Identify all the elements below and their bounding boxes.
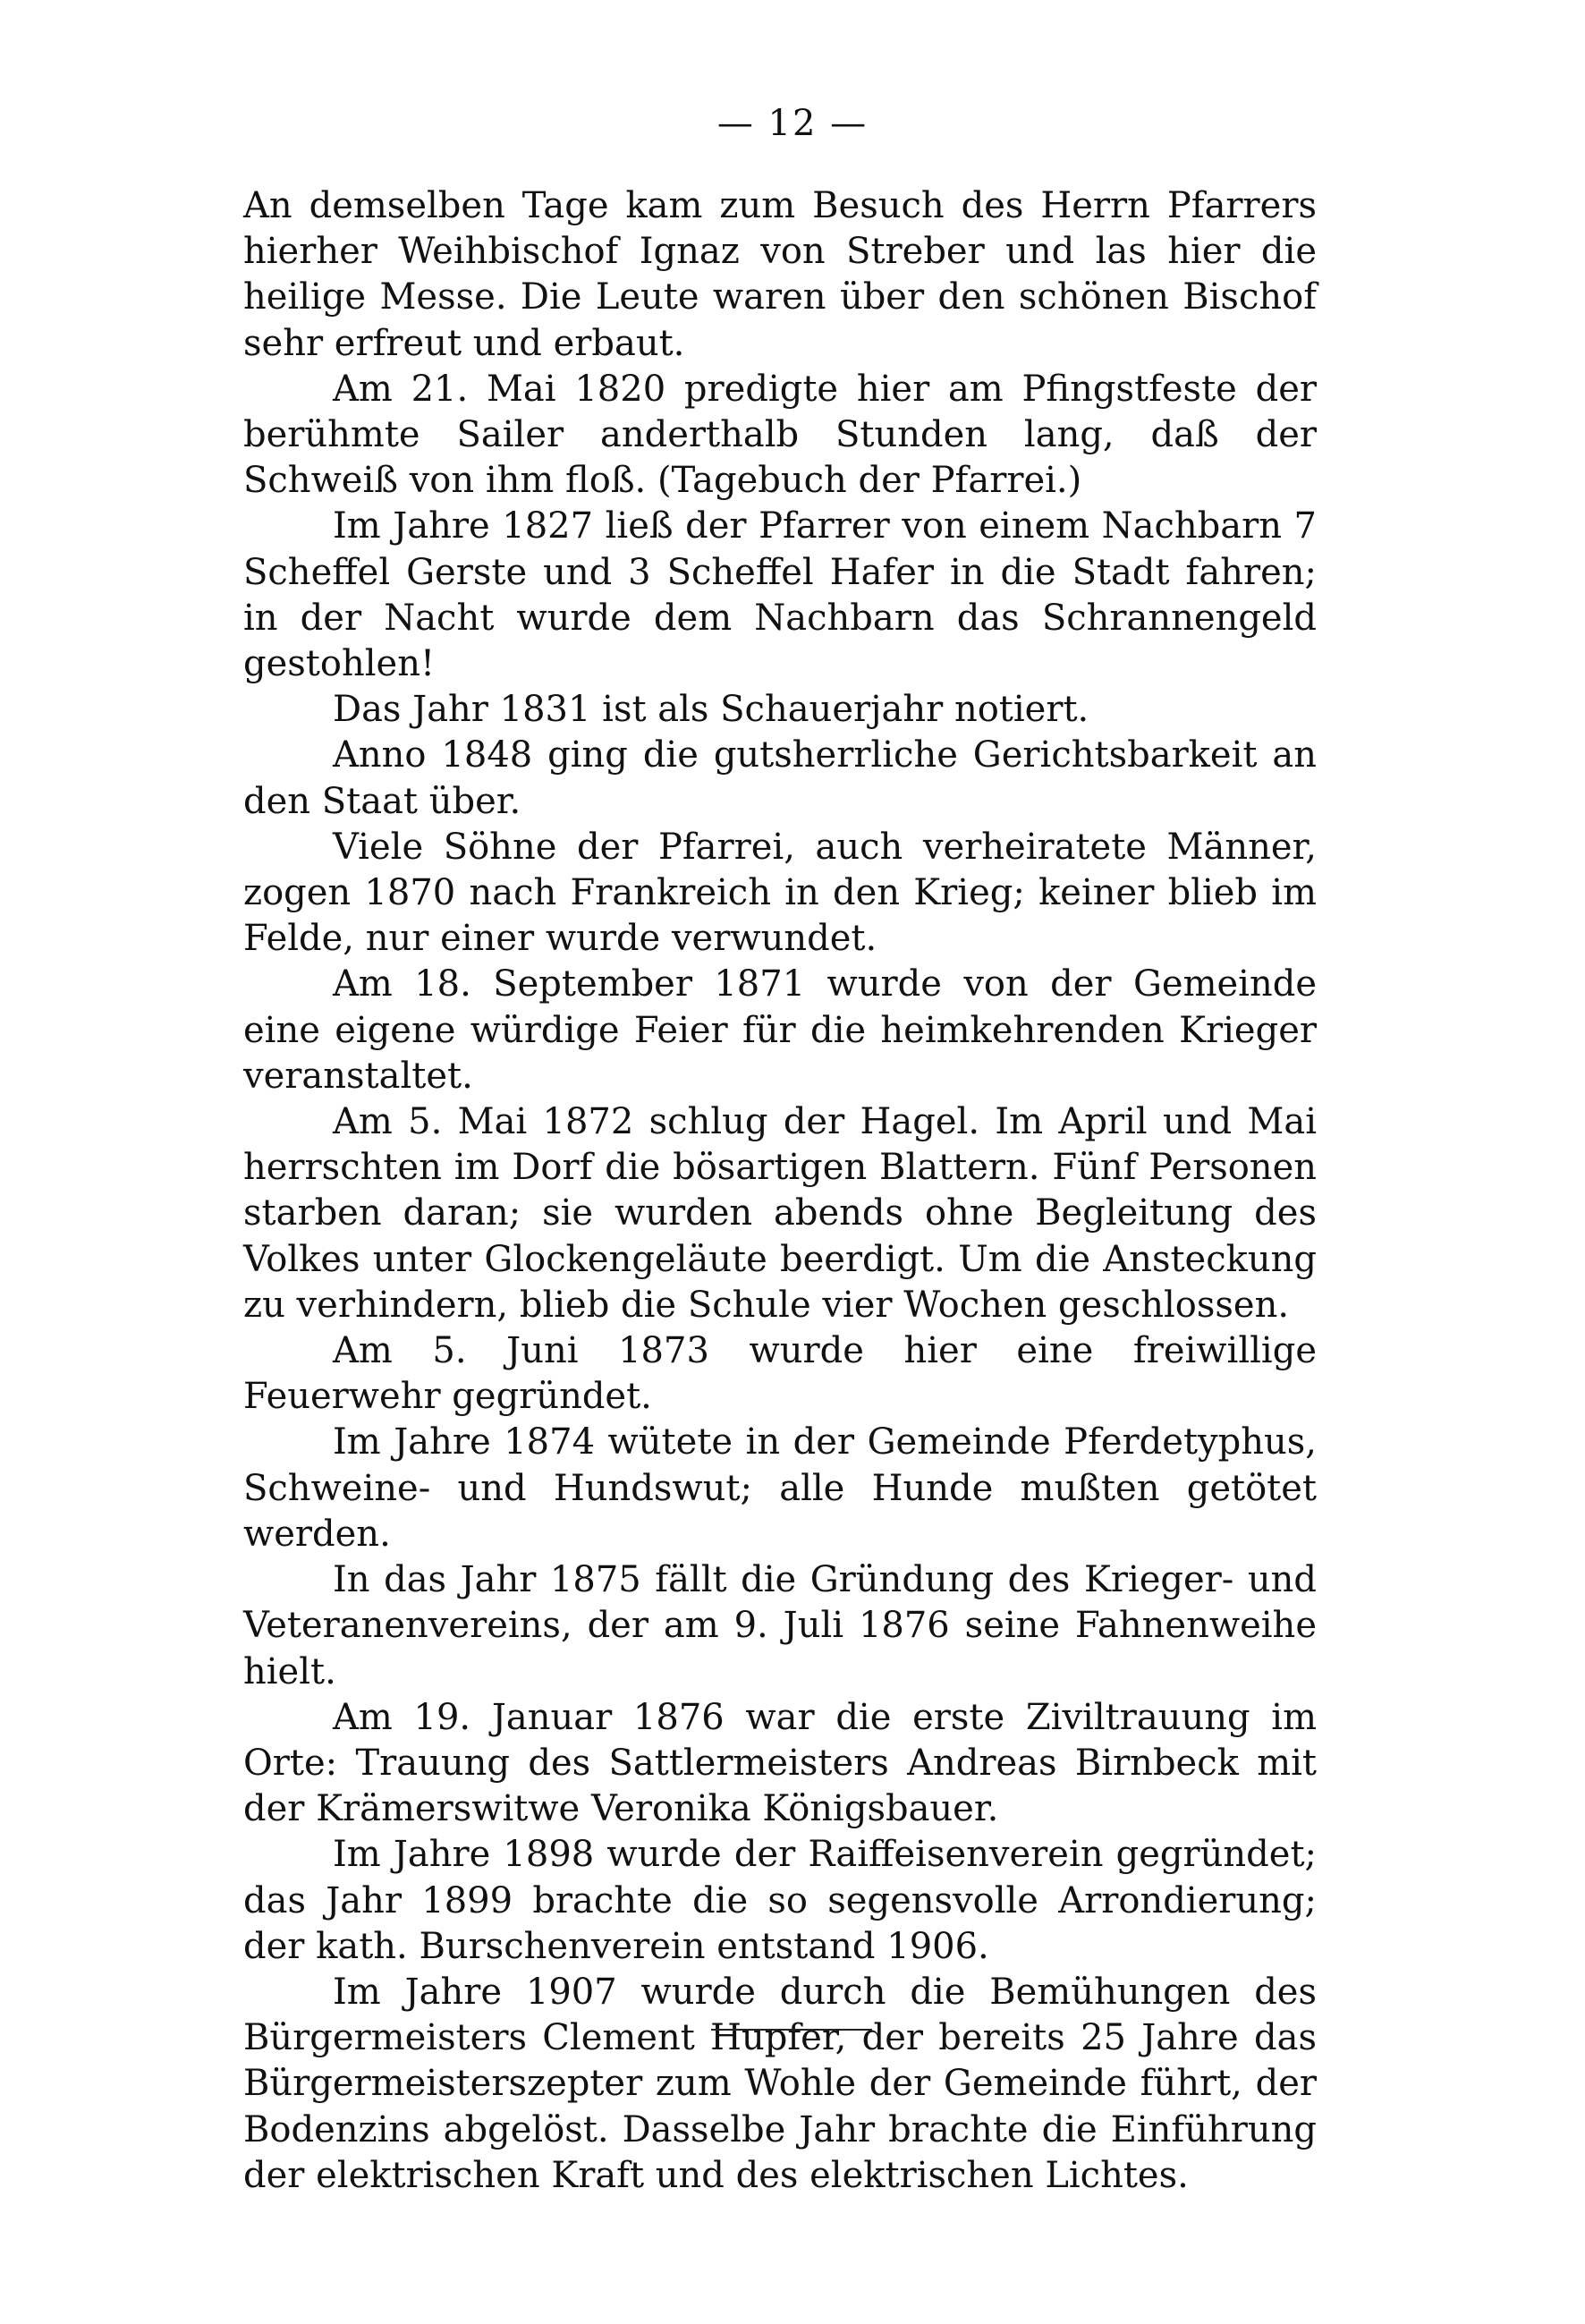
body-text xyxy=(243,183,1317,2199)
paragraph: Viele Söhne der Pfarrei, auch verheiratete Männer, zogen 1870 nach Frankreich in den Krieg; keiner blieb im Felde, nur einer wurde verwundet. xyxy=(243,826,1317,960)
paragraph: Am 5. Mai 1872 schlug der Hagel. Im April und Mai herrschten im Dorf die bösartigen Blattern. Fünf Personen starben daran; sie wurden abends ohne Begleitung des Volkes unter Glockengeläute beerdigt. Um die Ansteckung zu verhindern, blieb die Schule vier Wochen geschlossen. xyxy=(243,1101,1317,1326)
page-number: — 12 — xyxy=(716,103,869,144)
paragraph: Am 21. Mai 1820 predigte hier am Pfingstfeste der berühmte Sailer anderthalb Stunden lang, daß der Schweiß von ihm floß. (Tagebuch der Pfarrei.) xyxy=(243,368,1317,502)
paragraph: Am 18. September 1871 wurde von der Gemeinde eine eigene würdige Feier für die heimkehrenden Krieger veranstaltet. xyxy=(243,963,1317,1097)
paragraph: In das Jahr 1875 fällt die Gründung des Krieger- und Veteranenvereins, der am 9. Juli 1876 seine Fahnenweihe hielt. xyxy=(243,1559,1317,1692)
paragraph: Anno 1848 ging die gutsherrliche Gerichtsbarkeit an den Staat über. xyxy=(243,734,1317,822)
paragraph: Im Jahre 1874 wütete in der Gemeinde Pferdetyphus, Schweine- und Hundswut; alle Hunde mußten getötet werden. xyxy=(243,1421,1317,1555)
paragraph: Im Jahre 1907 wurde durch die Bemühungen des Bürgermeisters Clement Hupfer, der bereits 25 Jahre das Bürgermeisterszepter zum Wohle der Gemeinde führt, der Bodenzins abgelöst. Dasselbe Jahr brachte die Einführung der elektrischen Kraft und des elektrischen Lichtes. xyxy=(243,1971,1317,2196)
paragraph: Am 5. Juni 1873 wurde hier eine freiwillige Feuerwehr gegründet. xyxy=(243,1330,1317,1418)
paragraph: An demselben Tage kam zum Besuch des Herrn Pfarrers hierher Weihbischof Ignaz von Streber und las hier die heilige Messe. Die Leute waren über den schönen Bischof sehr erfreut und erbaut. xyxy=(243,185,1317,364)
paragraph: Am 19. Januar 1876 war die erste Ziviltrauung im Orte: Trauung des Sattlermeisters Andreas Birnbeck mit der Krämerswitwe Veronika Königsbauer. xyxy=(243,1696,1317,1830)
paragraph: Im Jahre 1898 wurde der Raiffeisenverein gegründet; das Jahr 1899 brachte die so segensvolle Arrondierung; der kath. Burschenverein entstand 1906. xyxy=(243,1834,1317,1967)
end-rule xyxy=(711,2029,872,2031)
paragraph: Im Jahre 1827 ließ der Pfarrer von einem Nachbarn 7 Scheffel Gerste und 3 Scheffel Hafer in die Stadt fahren; in der Nacht wurde dem Nachbarn das Schrannengeld gestohlen! xyxy=(243,505,1317,685)
paragraph: Das Jahr 1831 ist als Schauerjahr notiert. xyxy=(333,689,1089,731)
